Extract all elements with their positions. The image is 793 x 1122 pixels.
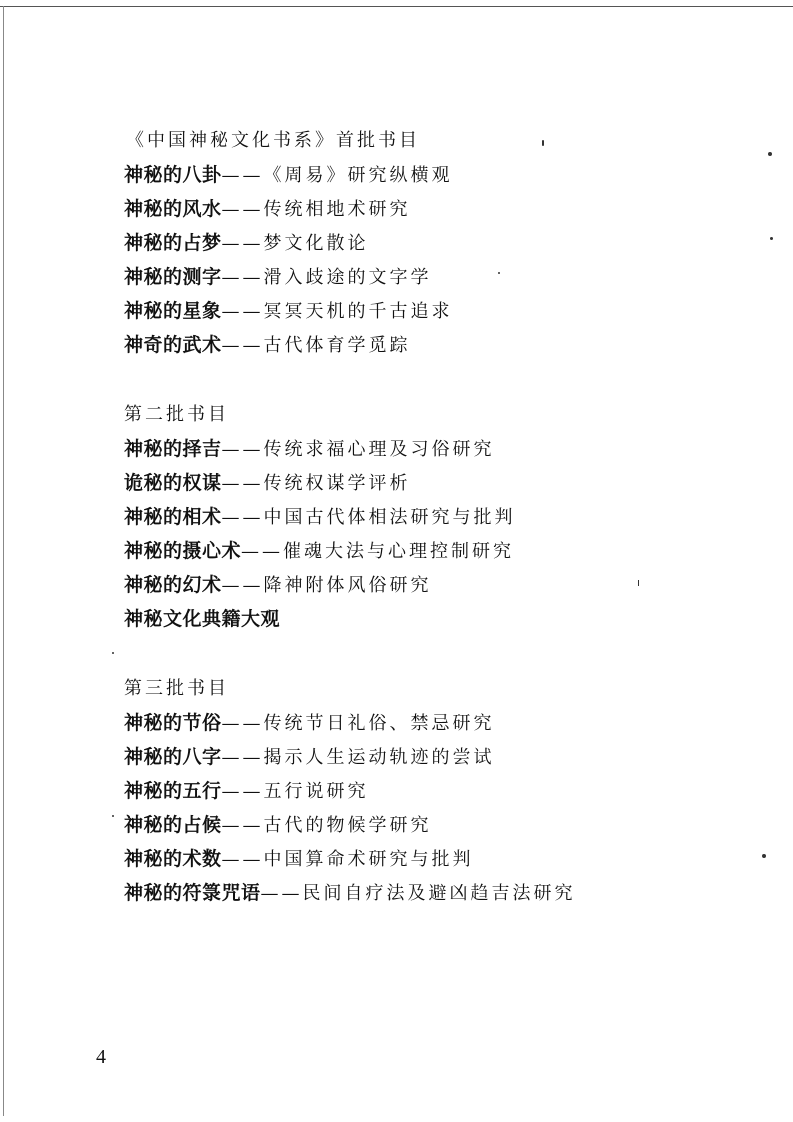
section-heading: 第三批书目 <box>124 678 229 699</box>
list-item <box>124 706 764 740</box>
dash: —— <box>221 781 264 802</box>
dash: —— <box>221 747 264 768</box>
list-item <box>124 842 764 876</box>
list-item <box>124 226 764 260</box>
book-title: 神秘的节俗 <box>124 712 222 734</box>
list-item <box>124 158 764 192</box>
dash: —— <box>221 473 264 494</box>
book-title: 神秘的五行 <box>124 780 222 802</box>
dash: —— <box>260 883 303 904</box>
list-item <box>124 740 764 774</box>
book-title: 神秘的摄心术 <box>124 540 242 562</box>
list-item <box>124 294 764 328</box>
book-subtitle: 古代的物候学研究 <box>263 815 432 836</box>
book-title: 神秘的幻术 <box>124 574 222 596</box>
book-title: 神秘的相术 <box>124 506 222 528</box>
scan-speck <box>770 237 773 240</box>
dash: —— <box>221 335 264 356</box>
list-item <box>124 192 764 226</box>
book-subtitle: 民间自疗法及避凶趋吉法研究 <box>302 883 576 904</box>
book-subtitle: 古代体育学觅踪 <box>263 335 411 356</box>
section-third-batch <box>124 672 764 910</box>
book-title: 神奇的武术 <box>124 334 222 356</box>
book-subtitle: 催魂大法与心理控制研究 <box>283 541 515 562</box>
top-rule <box>0 6 793 7</box>
book-subtitle: 传统相地术研究 <box>263 199 411 220</box>
scan-speck <box>768 152 772 156</box>
dash: —— <box>241 541 284 562</box>
section-heading: 《中国神秘文化书系》首批书目 <box>126 130 420 151</box>
book-subtitle: 揭示人生运动轨迹的尝试 <box>263 747 495 768</box>
dash: —— <box>221 439 264 460</box>
list-item <box>124 808 764 842</box>
page-number: 4 <box>96 1046 106 1068</box>
dash: —— <box>221 301 264 322</box>
scan-speck <box>112 815 114 817</box>
list-item <box>124 328 764 362</box>
list-item <box>124 568 764 602</box>
list-item <box>124 534 764 568</box>
list-item <box>124 602 764 636</box>
scan-speck <box>762 854 766 858</box>
book-subtitle: 五行说研究 <box>263 781 369 802</box>
dash: —— <box>221 267 264 288</box>
list-item <box>124 500 764 534</box>
book-subtitle: 梦文化散论 <box>263 233 369 254</box>
list-item <box>124 876 764 910</box>
book-subtitle: 中国古代体相法研究与批判 <box>263 507 516 528</box>
book-title: 神秘的占梦 <box>124 232 222 254</box>
dash: —— <box>221 507 264 528</box>
section-heading: 第二批书目 <box>124 404 229 425</box>
dash: —— <box>221 165 264 186</box>
book-subtitle: 冥冥天机的千古追求 <box>263 301 453 322</box>
scan-speck <box>112 652 114 654</box>
book-subtitle: 传统节日礼俗、禁忌研究 <box>263 713 495 734</box>
book-title: 神秘的符箓咒语 <box>124 882 261 904</box>
book-subtitle: 传统权谋学评析 <box>263 473 411 494</box>
scan-speck <box>498 272 500 274</box>
scan-speck <box>638 580 639 586</box>
book-title: 神秘文化典籍大观 <box>124 608 281 630</box>
list-item <box>124 466 764 500</box>
book-list <box>124 124 764 910</box>
book-title: 神秘的占候 <box>124 814 222 836</box>
dash: —— <box>221 815 264 836</box>
book-title: 神秘的术数 <box>124 848 222 870</box>
book-title: 神秘的星象 <box>124 300 222 322</box>
dash: —— <box>221 233 264 254</box>
book-title: 神秘的风水 <box>124 198 222 220</box>
book-subtitle: 降神附体风俗研究 <box>263 575 432 596</box>
section-first-batch <box>124 124 764 362</box>
book-title: 神秘的八字 <box>124 746 222 768</box>
book-subtitle: 中国算命术研究与批判 <box>263 849 474 870</box>
book-title: 神秘的八卦 <box>124 164 222 186</box>
book-title: 神秘的择吉 <box>124 438 222 460</box>
list-item <box>124 260 764 294</box>
scan-speck <box>542 140 544 146</box>
book-subtitle: 《周易》研究纵横观 <box>263 165 453 186</box>
section-second-batch <box>124 398 764 636</box>
dash: —— <box>221 713 264 734</box>
book-title: 诡秘的权谋 <box>124 472 222 494</box>
dash: —— <box>221 575 264 596</box>
dash: —— <box>221 849 264 870</box>
book-subtitle: 滑入歧途的文字学 <box>263 267 432 288</box>
dash: —— <box>221 199 264 220</box>
list-item <box>124 774 764 808</box>
left-rule <box>3 6 4 1116</box>
book-subtitle: 传统求福心理及习俗研究 <box>263 439 495 460</box>
book-title: 神秘的测字 <box>124 266 222 288</box>
list-item <box>124 432 764 466</box>
